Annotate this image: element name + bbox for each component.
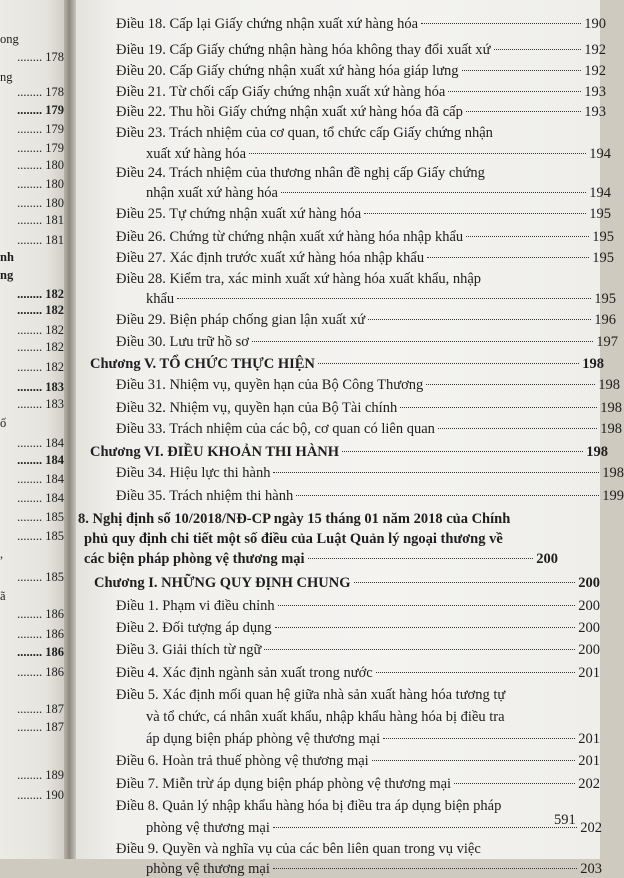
toc-entry-title: Điều 32. Nhiệm vụ, quyền hạn của Bộ Tài chính — [116, 400, 398, 416]
toc-entry-title: xuất xứ hàng hóa — [146, 146, 247, 162]
toc-entry-title-line: Điều 24. Trách nhiệm của thương nhân đề nghị cấp Giấy chứng — [116, 165, 485, 181]
toc-entry-title-line: Điều 8. Quản lý nhập khẩu hàng hóa bị điều tra áp dụng biện pháp — [116, 798, 502, 814]
toc-entry-title: Điều 19. Cấp Giấy chứng nhận hàng hóa không thay đổi xuất xứ — [116, 42, 491, 58]
left-page-entry-page: 184 — [45, 453, 64, 467]
toc-entry[interactable] — [116, 641, 600, 659]
dot-leader — [273, 868, 577, 869]
left-page-entry: ........ 181 — [17, 213, 64, 227]
left-page-entry-page: 186 — [45, 607, 64, 621]
left-page-entry-page: 183 — [45, 397, 64, 411]
toc-entry-title: phòng vệ thương mại — [146, 861, 270, 877]
dot-leader — [421, 23, 581, 24]
left-page-entry-page: 181 — [45, 233, 64, 247]
left-page-entry: ........ 189 — [17, 768, 64, 782]
toc-entry[interactable] — [90, 355, 604, 373]
toc-entry-page: 198 — [602, 465, 624, 481]
left-page-entry-page: 178 — [45, 85, 64, 99]
toc-entry-title-line: Điều 23. Trách nhiệm của cơ quan, tổ chức cấp Giấy chứng nhận — [116, 125, 493, 141]
dot-leader — [273, 827, 577, 828]
left-page-entry: ........ 181 — [17, 233, 64, 247]
toc-entry-title: Điều 2. Đối tượng áp dụng — [116, 620, 272, 636]
toc-entry[interactable] — [116, 249, 614, 267]
dot-leader — [376, 672, 576, 673]
toc-entry-title-line: Điều 28. Kiểm tra, xác minh xuất xứ hàng hóa xuất khẩu, nhập — [116, 271, 482, 287]
left-page-entry: ........ 182 — [17, 303, 64, 317]
left-page-entry-page: 186 — [45, 627, 64, 641]
left-page-entry-page: 187 — [45, 702, 64, 716]
toc-entry-title: phòng vệ thương mại — [146, 820, 270, 836]
toc-entry-title: Điều 22. Thu hồi Giấy chứng nhận xuất xứ hàng hóa đã cấp — [116, 104, 463, 120]
toc-entry-page: 200 — [578, 575, 600, 591]
toc-entry-page: 194 — [589, 146, 611, 162]
toc-entry-page: 195 — [592, 229, 614, 245]
left-page-entry: ........ 180 — [17, 158, 64, 172]
toc-entry-title-line: Điều 9. Quyền và nghĩa vụ của các bên liên quan trong vụ việc — [116, 841, 481, 857]
left-page-entry: ........ 180 — [17, 196, 64, 210]
toc-entry-page: 192 — [584, 42, 606, 58]
left-page-entry-page: 182 — [45, 287, 64, 301]
toc-entry-title: nhận xuất xứ hàng hóa — [146, 185, 278, 201]
toc-entry[interactable] — [116, 333, 618, 351]
left-page-entry-text: , — [0, 547, 4, 561]
toc-entry-page: 192 — [584, 63, 606, 79]
toc-entry[interactable] — [116, 619, 600, 637]
dot-leader — [249, 153, 586, 154]
toc-entry-page: 193 — [584, 84, 606, 100]
dot-leader — [177, 298, 591, 299]
page-number: 591 — [554, 812, 576, 828]
left-page-entry: ........ 182 — [17, 360, 64, 374]
toc-entry-title: các biện pháp phòng vệ thương mại — [84, 551, 305, 567]
left-page-entry-page: 184 — [45, 472, 64, 486]
toc-entry-title: Chương VI. ĐIỀU KHOẢN THI HÀNH — [90, 444, 340, 460]
toc-entry-title-line: Điều 5. Xác định mối quan hệ giữa nhà sản xuất hàng hóa tương tự — [116, 687, 506, 703]
dot-leader — [466, 111, 581, 112]
left-page-entry-page: 186 — [45, 645, 64, 659]
left-page-entry: ........ 180 — [17, 177, 64, 191]
left-page-entry-page: 187 — [45, 720, 64, 734]
toc-entry[interactable] — [146, 860, 602, 878]
toc-entry-title: Điều 26. Chứng từ chứng nhận xuất xứ hàng hóa nhập khẩu — [116, 229, 464, 245]
left-page-entry-page: 180 — [45, 158, 64, 172]
left-page-entry-text: ng — [0, 268, 14, 282]
toc-entry-page: 193 — [584, 104, 606, 120]
left-page-entry-text: ã — [0, 589, 6, 603]
toc-entry[interactable] — [146, 145, 611, 163]
left-page-entry-page: 183 — [45, 380, 64, 394]
dot-leader — [281, 192, 586, 193]
left-page-entry-page: 190 — [45, 788, 64, 802]
toc-entry-page: 199 — [602, 488, 624, 504]
toc-entry[interactable] — [84, 550, 558, 568]
left-facing-page — [0, 0, 66, 859]
dot-leader — [368, 319, 591, 320]
toc-entry-title: khẩu — [146, 291, 175, 307]
left-page-entry: ........ 184 — [17, 453, 64, 467]
left-page-entry: ........ 186 — [17, 645, 64, 659]
left-page-entry: ........ 179 — [17, 103, 64, 117]
toc-entry-page: 198 — [598, 377, 620, 393]
left-page-entry: ........ 185 — [17, 529, 64, 543]
left-page-entry-text: nh — [0, 250, 14, 264]
left-page-entry-page: 182 — [45, 340, 64, 354]
toc-entry-page: 195 — [594, 291, 616, 307]
dot-leader — [454, 783, 575, 784]
dot-leader — [264, 649, 575, 650]
toc-entry[interactable] — [116, 205, 611, 223]
toc-entry-title-line: phủ quy định chi tiết một số điều của Luật Quản lý ngoại thương về — [84, 531, 503, 547]
toc-entry[interactable] — [116, 376, 620, 394]
toc-entry-page: 203 — [580, 861, 602, 877]
left-page-entry-page: 185 — [45, 529, 64, 543]
left-page-entry: ........ 178 — [17, 50, 64, 64]
toc-entry-title: Điều 34. Hiệu lực thi hành — [116, 465, 271, 481]
left-page-entry: ........ 185 — [17, 510, 64, 524]
toc-entry[interactable] — [116, 103, 606, 121]
toc-entry-title: Điều 33. Trách nhiệm của các bộ, cơ quan có liên quan — [116, 421, 435, 437]
left-page-entry-page: 185 — [45, 510, 64, 524]
left-page-entry-page: 182 — [45, 323, 64, 337]
left-page-entry: ........ 182 — [17, 323, 64, 337]
toc-entry[interactable] — [116, 311, 616, 329]
toc-entry-page: 201 — [578, 753, 600, 769]
toc-entry[interactable] — [116, 399, 622, 417]
left-page-entry: ........ 184 — [17, 491, 64, 505]
toc-entry-title: Điều 6. Hoàn trả thuế phòng vệ thương mại — [116, 753, 369, 769]
dot-leader — [278, 605, 576, 606]
left-page-entry: ........ 186 — [17, 607, 64, 621]
left-page-entry-page: 185 — [45, 570, 64, 584]
toc-entry-page: 200 — [536, 551, 558, 567]
toc-entry[interactable] — [94, 574, 600, 592]
left-page-entry-page: 182 — [45, 360, 64, 374]
toc-entry[interactable] — [116, 487, 624, 505]
toc-entry-title: Điều 18. Cấp lại Giấy chứng nhận xuất xứ hàng hóa — [116, 16, 419, 32]
left-page-entry-page: 182 — [45, 303, 64, 317]
toc-entry-page: 190 — [584, 16, 606, 32]
left-page-entry: ........ 182 — [17, 287, 64, 301]
dot-leader — [308, 558, 534, 559]
toc-entry[interactable] — [116, 752, 600, 770]
left-page-entry: ........ 190 — [17, 788, 64, 802]
left-page-entry-page: 181 — [45, 213, 64, 227]
dot-leader — [466, 236, 589, 237]
dot-leader — [426, 384, 595, 385]
dot-leader — [275, 627, 576, 628]
toc-entry[interactable] — [90, 443, 608, 461]
left-page-entry-text: ố — [0, 416, 7, 430]
toc-entry-title: Điều 30. Lưu trữ hồ sơ — [116, 334, 249, 350]
toc-entry-page: 200 — [578, 642, 600, 658]
toc-entry-page: 195 — [592, 250, 614, 266]
toc-entry-title: Điều 35. Trách nhiệm thi hành — [116, 488, 294, 504]
toc-entry-title: Điều 21. Từ chối cấp Giấy chứng nhận xuất xứ hàng hóa — [116, 84, 446, 100]
toc-entry-title: áp dụng biện pháp phòng vệ thương mại — [146, 731, 381, 747]
dot-leader — [494, 49, 582, 50]
left-page-entry: ........ 178 — [17, 85, 64, 99]
left-page-entry-page: 184 — [45, 491, 64, 505]
toc-entry-page: 201 — [578, 665, 600, 681]
toc-entry[interactable] — [146, 730, 600, 748]
toc-entry-page: 202 — [578, 776, 600, 792]
toc-entry-page: 198 — [582, 356, 604, 372]
toc-entry-title: Điều 29. Biện pháp chống gian lận xuất xứ — [116, 312, 366, 328]
toc-entry-title: Điều 25. Tự chứng nhận xuất xứ hàng hóa — [116, 206, 362, 222]
toc-entry[interactable] — [146, 290, 616, 308]
left-page-entry: ........ 186 — [17, 665, 64, 679]
left-page-entry-text: ong — [0, 32, 19, 46]
toc-entry-page: 195 — [589, 206, 611, 222]
dot-leader — [318, 363, 579, 364]
dot-leader — [372, 760, 576, 761]
left-page-entry: ........ 187 — [17, 702, 64, 716]
left-page-entry: ........ 179 — [17, 122, 64, 136]
dot-leader — [427, 257, 589, 258]
dot-leader — [438, 428, 597, 429]
left-page-entry: ........ 184 — [17, 472, 64, 486]
toc-entry-page: 201 — [578, 731, 600, 747]
dot-leader — [273, 472, 599, 473]
toc-entry-title: Điều 7. Miễn trừ áp dụng biện pháp phòng vệ thương mại — [116, 776, 452, 792]
left-page-entry: ........ 183 — [17, 397, 64, 411]
left-page-entry-page: 180 — [45, 196, 64, 210]
toc-entry[interactable] — [116, 597, 600, 615]
left-page-entry-page: 186 — [45, 665, 64, 679]
left-page-entry-page: 179 — [45, 141, 64, 155]
table-of-contents-page — [76, 0, 624, 877]
dot-leader — [342, 451, 583, 452]
toc-entry-page: 198 — [586, 444, 608, 460]
toc-entry[interactable] — [116, 775, 600, 793]
toc-entry-title: Chương I. NHỮNG QUY ĐỊNH CHUNG — [94, 575, 351, 591]
toc-entry[interactable] — [116, 464, 624, 482]
dot-leader — [354, 582, 576, 583]
toc-entry-page: 200 — [578, 620, 600, 636]
toc-entry[interactable] — [146, 184, 611, 202]
left-page-entry-page: 178 — [45, 50, 64, 64]
toc-entry-title: Điều 1. Phạm vi điều chỉnh — [116, 598, 275, 614]
left-page-entry-page: 180 — [45, 177, 64, 191]
toc-entry[interactable] — [116, 83, 606, 101]
dot-leader — [462, 70, 582, 71]
toc-entry-title-line: 8. Nghị định số 10/2018/NĐ-CP ngày 15 tháng 01 năm 2018 của Chính — [78, 511, 511, 527]
toc-entry-title: Chương V. TỔ CHỨC THỰC HIỆN — [90, 356, 315, 372]
toc-entry-page: 200 — [578, 598, 600, 614]
toc-entry-page: 202 — [580, 820, 602, 836]
toc-entry-page: 196 — [594, 312, 616, 328]
left-page-entry: ........ 185 — [17, 570, 64, 584]
toc-entry[interactable] — [146, 819, 602, 837]
left-page-entry: ........ 184 — [17, 436, 64, 450]
toc-entry[interactable] — [116, 62, 606, 80]
left-page-entry-text: ng — [0, 70, 13, 84]
toc-entry[interactable] — [116, 228, 614, 246]
dot-leader — [383, 738, 575, 739]
left-page-entry-page: 179 — [45, 122, 64, 136]
left-page-entry-page: 179 — [45, 103, 64, 117]
dot-leader — [448, 91, 581, 92]
toc-entry-page: 197 — [596, 334, 618, 350]
toc-entry-title: Điều 4. Xác định ngành sản xuất trong nước — [116, 665, 373, 681]
toc-entry-page: 194 — [589, 185, 611, 201]
toc-entry-title: Điều 20. Cấp Giấy chứng nhận xuất xứ hàng hóa giáp lưng — [116, 63, 459, 79]
toc-entry[interactable] — [116, 15, 606, 33]
book-gutter — [64, 0, 76, 859]
dot-leader — [400, 407, 597, 408]
toc-entry-title: Điều 31. Nhiệm vụ, quyền hạn của Bộ Công Thương — [116, 377, 424, 393]
toc-entry-page: 198 — [600, 400, 622, 416]
toc-entry-title: Điều 27. Xác định trước xuất xứ hàng hóa nhập khẩu — [116, 250, 425, 266]
left-page-entry: ........ 186 — [17, 627, 64, 641]
left-page-entry: ........ 182 — [17, 340, 64, 354]
left-page-entry: ........ 183 — [17, 380, 64, 394]
toc-entry-page: 198 — [600, 421, 622, 437]
toc-entry[interactable] — [116, 664, 600, 682]
toc-entry-title-line: và tổ chức, cá nhân xuất khẩu, nhập khẩu hàng hóa bị điều tra — [146, 709, 505, 725]
left-page-entry-page: 189 — [45, 768, 64, 782]
toc-entry[interactable] — [116, 420, 622, 438]
dot-leader — [252, 341, 593, 342]
toc-entry[interactable] — [116, 41, 606, 59]
left-page-entry-page: 184 — [45, 436, 64, 450]
toc-entry-title: Điều 3. Giải thích từ ngữ — [116, 642, 262, 658]
dot-leader — [296, 495, 599, 496]
left-page-entry: ........ 187 — [17, 720, 64, 734]
dot-leader — [364, 213, 586, 214]
left-page-entry: ........ 179 — [17, 141, 64, 155]
